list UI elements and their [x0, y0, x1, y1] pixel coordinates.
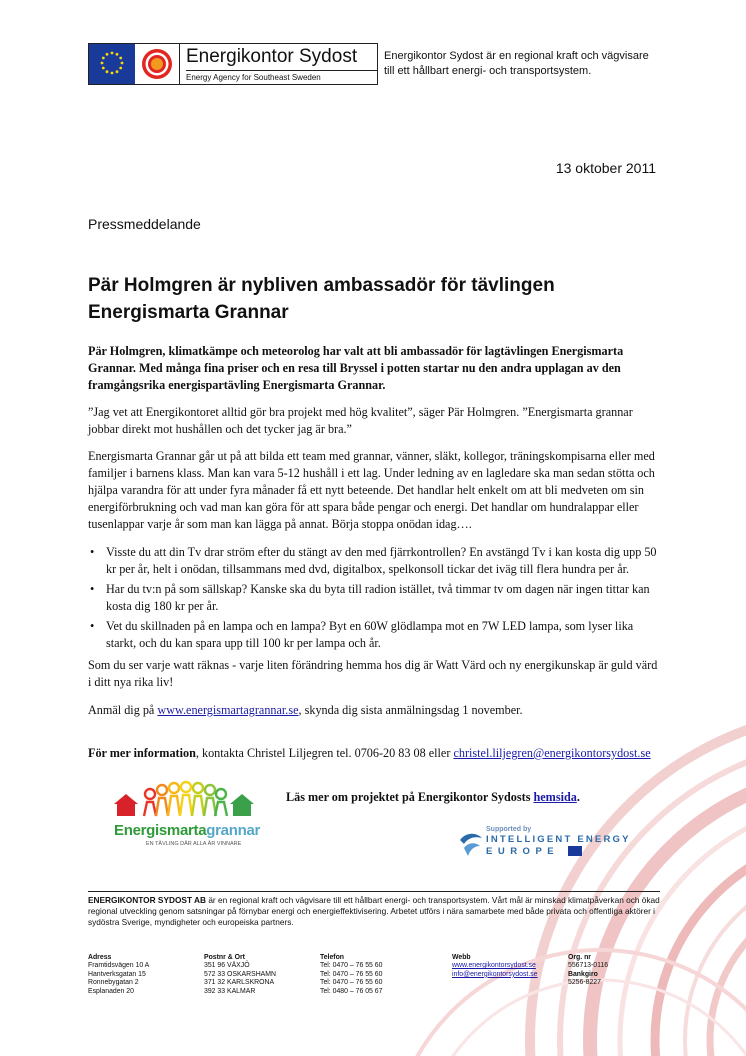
signup-paragraph — [88, 702, 658, 719]
footer-line: 556713-0116 — [568, 962, 609, 970]
eu-flag-icon — [89, 44, 135, 84]
contact-paragraph — [88, 745, 658, 762]
contact-email-link[interactable]: christel.liljegren@energikontorsydost.se — [453, 746, 651, 760]
read-more — [286, 790, 580, 805]
footer-line: Framtidsvägen 10 A — [88, 962, 150, 970]
footer-web-column — [452, 954, 538, 979]
footer-heading: Org. nr — [568, 954, 591, 961]
logo-subtitle: Energy Agency for Southeast Sweden — [186, 70, 377, 82]
footer-about — [88, 895, 663, 928]
homepage-link[interactable]: hemsida — [533, 790, 577, 804]
read-more-text: Läs mer om projektet på Energikontor Sydosts — [286, 790, 534, 804]
footer-org-column — [568, 954, 608, 988]
tagline-line: till ett hållbart energi- och transportsystem. — [384, 65, 592, 77]
footer-address-column — [88, 954, 149, 996]
footer-heading: Telefon — [320, 954, 344, 961]
footer-line: Tel: 0470 – 76 55 60 — [320, 970, 383, 978]
tagline-line: Energikontor Sydost är en regional kraft och vägvisare — [384, 50, 649, 62]
header-tagline — [384, 49, 684, 79]
footer-heading: Webb — [452, 954, 471, 961]
body-paragraph: Energismarta Grannar går ut på att bilda ett team med grannar, vänner, släkt, kollegor, träningskompisarna eller med familjer i barnens klass. Man kan vara 5-12 hushåll i ett lag. Under ledning av en lagledare ska man sedan stötta och hjälpa varandra för att under fyra månader få ett nytt beteende. Det handlar helt enkelt om att bli medveten om sin energiförbrukning och vad man kan göra för att spara både pengar och energi. Det handlar om hundralappar eller tusenlappar varje år som man kan lägga på annat. Börja stoppa onödan idag…. — [88, 449, 655, 531]
footer-divider — [88, 891, 660, 892]
lead-paragraph: Pär Holmgren, klimatkämpe och meteorolog har valt att bli ambassadör för lagtävlingen Energismarta Grannar. Med många fina priser och en resa till Bryssel i potten startar nu den andra upplagan av den framgångsrika energispartävling Energismarta Grannar. — [88, 344, 624, 392]
footer-line: 371 32 KARLSKRONA — [204, 979, 275, 987]
footer-line: Hantverksgatan 15 — [88, 970, 146, 978]
body-paragraph: Som du ser varje watt räknas - varje liten förändring hemma hos dig är Watt Värd och ny energikunskap är guld värd i ditt nya rika liv! — [88, 658, 658, 689]
iee-swoosh-icon — [458, 828, 484, 858]
list-item: • Visste du att din Tv drar ström efter du stängt av den med fjärrkontrollen? En avstängd Tv i kan kosta dig upp 50 kr per år, helt i onödan, tillsammans med dvd, digitalbox, spelkonsoll tickar det iväg till flera hundra per år. — [88, 544, 658, 578]
contact-text: , kontakta Christel Liljegren tel. 0706-20 83 08 eller — [195, 746, 454, 760]
energismarta-grannar-logo — [110, 780, 270, 850]
headline-line: Energismarta Grannar — [88, 302, 289, 323]
eu-mini-flag-icon — [568, 846, 582, 856]
list-item: • Har du tv:n på som sällskap? Kanske ska du byta till radion istället, två timmar tv om dagen när ingen tittar kan kosta dig 180 kr per år. — [88, 581, 658, 615]
eg-name-b: grannar — [206, 822, 261, 839]
footer-line: 5256-8227 — [568, 979, 601, 987]
footer-line: Tel: 0470 – 76 55 60 — [320, 979, 383, 987]
footer-line: 392 33 KALMAR — [204, 987, 256, 995]
footer-heading: Bankgiro — [568, 970, 598, 978]
houses-people-icon — [110, 780, 270, 822]
contact-heading: För mer information — [88, 746, 196, 760]
org-logo — [88, 43, 378, 85]
logo-text — [179, 44, 377, 84]
quote-paragraph: ”Jag vet att Energikontoret alltid gör bra projekt med hög kvalitet”, säger Pär Holmgren. ”Energismarta grannar jobbar direkt mot hushållen och det tycker jag är bra.” — [88, 405, 633, 436]
eg-logo-name — [114, 822, 260, 839]
headline-line: Pär Holmgren är nybliven ambassadör för tävlingen — [88, 275, 555, 296]
list-item: • Vet du skillnaden på en lampa och en lampa? Byt en 60W glödlampa mot en 7W LED lampa, som lyser lika starkt, och du kan spara upp till 100 kr per lampa och år. — [88, 618, 658, 652]
eg-name-a: Energismarta — [114, 822, 207, 839]
press-date: 13 oktober 2011 — [555, 160, 656, 176]
signup-suffix: , skynda dig sista anmälningsdag 1 november. — [298, 703, 523, 717]
footer-line: 351 96 VÄXJÖ — [204, 962, 250, 970]
footer-heading: Adress — [88, 954, 112, 961]
footer-phone-column — [320, 954, 382, 996]
footer-heading: Postnr & Ort — [204, 954, 245, 961]
signup-prefix: Anmäl dig på — [88, 703, 158, 717]
footer-line: Ronnebygatan 2 — [88, 979, 139, 987]
footer-about-text: är en regional kraft och vägvisare till ett hållbart energi- och transportsystem. Vårt mål är minskad klimatpåverkan och ökad regional utveckling genom satsningar på förnybar energi och energieffektivisering. Arbetet utförs i nära samarbete med både privata och offentliga aktörer i sydöstra Sverige, myndigheter och europeiska partners. — [88, 895, 660, 927]
press-type: Pressmeddelande — [88, 216, 201, 232]
footer-website-link[interactable]: www.energikontorsydost.se — [452, 962, 536, 970]
footer-org-name: ENERGIKONTOR SYDOST AB — [88, 895, 207, 905]
iee-line2: EUROPE — [486, 846, 560, 857]
iee-logo — [458, 826, 658, 860]
footer-email-link[interactable]: info@energikontorsydost.se — [452, 970, 538, 978]
footer-line: Tel: 0470 – 76 55 60 — [320, 962, 383, 970]
footer-line: Esplanaden 20 — [88, 987, 134, 995]
logo-org-name: Energikontor Sydost — [186, 46, 358, 67]
tips-list — [88, 544, 658, 655]
footer-line: Tel: 0480 – 76 05 67 — [320, 987, 383, 995]
iee-line1: INTELLIGENT ENERGY — [486, 834, 631, 845]
footer-postal-column — [204, 954, 276, 996]
target-logo-icon — [135, 44, 179, 84]
read-more-end: . — [576, 790, 580, 804]
iee-supported-by: Supported by — [486, 826, 532, 833]
eg-logo-tagline: EN TÄVLING DÄR ALLA ÄR VINNARE — [146, 841, 242, 847]
headline — [88, 272, 658, 326]
footer-line: 572 33 OSKARSHAMN — [204, 970, 276, 978]
signup-link[interactable]: www.energismartagrannar.se — [157, 703, 299, 717]
